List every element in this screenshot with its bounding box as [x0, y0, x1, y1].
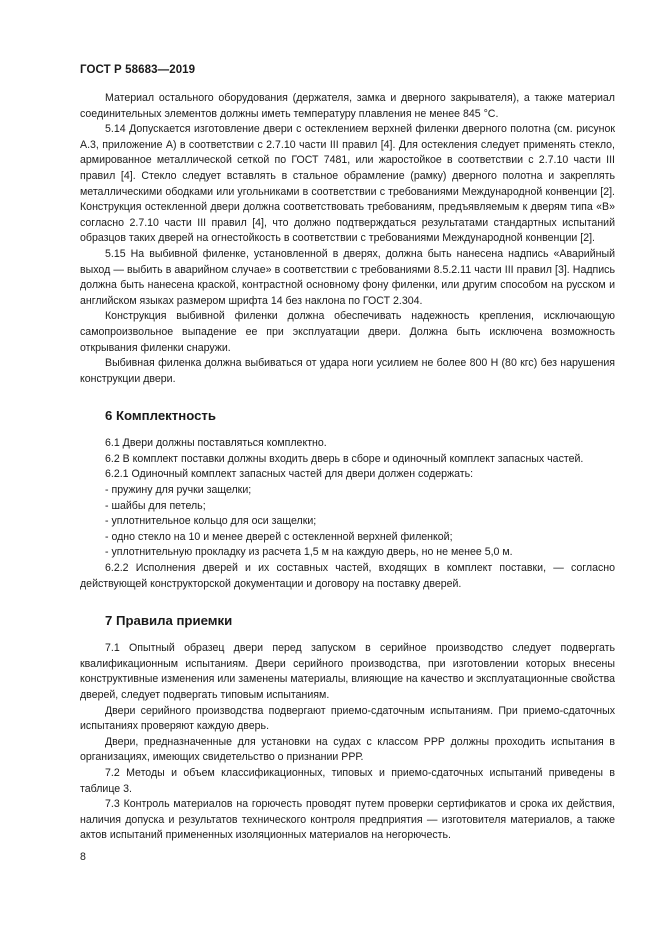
document-code-header: ГОСТ Р 58683—2019 — [80, 64, 196, 76]
section-6-heading: 6 Комплектность — [105, 408, 216, 424]
list-item: - одно стекло на 10 и менее дверей с остекленной верхней филенкой; — [105, 530, 453, 543]
paragraph-kick-panel-design: Конструкция выбивной филенки должна обеспечивать надежность крепления, исключающую самопроизвольное выпадение ее при эксплуатации двери. Должна быть исключена возможность открывания филенки снаружи. — [80, 310, 615, 354]
paragraph-materials: Материал остального оборудования (держателя, замка и дверного закрывателя), а также материал соединительных элементов должны иметь температуру плавления не менее 845 °C. — [80, 92, 615, 120]
section-7-heading: 7 Правила приемки — [105, 613, 233, 629]
paragraph-7-3: 7.3 Контроль материалов на горючесть проводят путем проверки сертификатов и срока их действия, наличия допуска и результатов технического контроля предприятия — изготовителя материалов, а также актов испытаний примененных изоляционных материалов на негорючесть. — [80, 798, 615, 842]
paragraph-kick-panel-force: Выбивная филенка должна выбиваться от удара ноги усилием не более 800 Н (80 кгс) без нарушения конструкции двери. — [80, 357, 615, 385]
paragraph-5-14-glazing: 5.14 Допускается изготовление двери с остеклением верхней филенки дверного полотна (см. рисунок А.3, приложение А) в соответствии с 2.7.10 части III правил [4]. Для остекления следует применять стекло, армированное металлической сеткой по ГОСТ 7481, или жаростойкое в соответствии с 2.7.10 части III правил [4]. Стекло следует вставлять в стальное обрамление (рамку) дверного полотна и закреплять металлическими ободками или угольниками в соответствии с требованиями Международной конвенции [2]. Конструкция остекленной двери должна соответствовать требованиям, предъявляемым к дверям типа «В» согласно 2.7.10 части III правил [4], что должно подтверждаться результатами стандартных испытаний образцов таких дверей на огнестойкость в соответствии с требованиями Международной конвенции [2]. — [80, 123, 615, 245]
document-body — [80, 91, 615, 844]
list-line: 6.2 В комплект поставки должны входить дверь в сборе и одиночный комплект запасных частей. — [105, 452, 584, 465]
paragraph-serial-acceptance: Двери серийного производства подвергают приемо-сдаточным испытаниям. При приемо-сдаточных испытаниях проверяют каждую дверь. — [80, 704, 615, 733]
paragraph-5-15-kick-panel-label: 5.15 На выбивной филенке, установленной в дверях, должна быть нанесена надпись «Аварийный выход — выбить в аварийном случае» в соответствии с требованиями 8.5.2.11 части III правил [3]. Надпись должна быть нанесена краской, контрастной основному фону филенки, или другим способом на русском и английском языках размером шрифта 14 без наклона по ГОСТ 2.304. — [80, 247, 615, 307]
paragraph-6-2-2: 6.2.2 Исполнения дверей и их составных частей, входящих в комплект поставки, — согласно действующей конструкторской документации и договору на поставку дверей. — [80, 562, 615, 590]
paragraph-7-1: 7.1 Опытный образец двери перед запуском в серийное производство следует подвергать квалификационным испытаниям. Двери серийного производства, при изготовлении которых внесены конструктивные изменения или заменены материалы, влияющие на качество и эксплуатационные свойства дверей, следует подвергать типовым испытаниям. — [80, 642, 615, 701]
section-6-list — [80, 436, 615, 561]
list-line: 6.1 Двери должны поставляться комплектно. — [105, 437, 327, 450]
list-item: - уплотнительное кольцо для оси защелки; — [105, 515, 317, 528]
paragraph-7-2: 7.2 Методы и объем классификационных, типовых и приемо-сдаточных испытаний приведены в таблице 3. — [80, 766, 615, 795]
page-number: 8 — [80, 851, 86, 863]
paragraph-rrr-vessels: Двери, предназначенные для установки на судах с классом РРР должны проходить испытания в организациях, имеющих свидетельство о признании РРР. — [80, 735, 615, 764]
list-item: - шайбы для петель; — [105, 499, 206, 512]
list-item: - пружину для ручки защелки; — [105, 484, 252, 497]
list-item: - уплотнительную прокладку из расчета 1,5 м на каждую дверь, но не менее 5,0 м. — [105, 546, 513, 559]
list-line: 6.2.1 Одиночный комплект запасных частей для двери должен содержать: — [105, 468, 474, 481]
